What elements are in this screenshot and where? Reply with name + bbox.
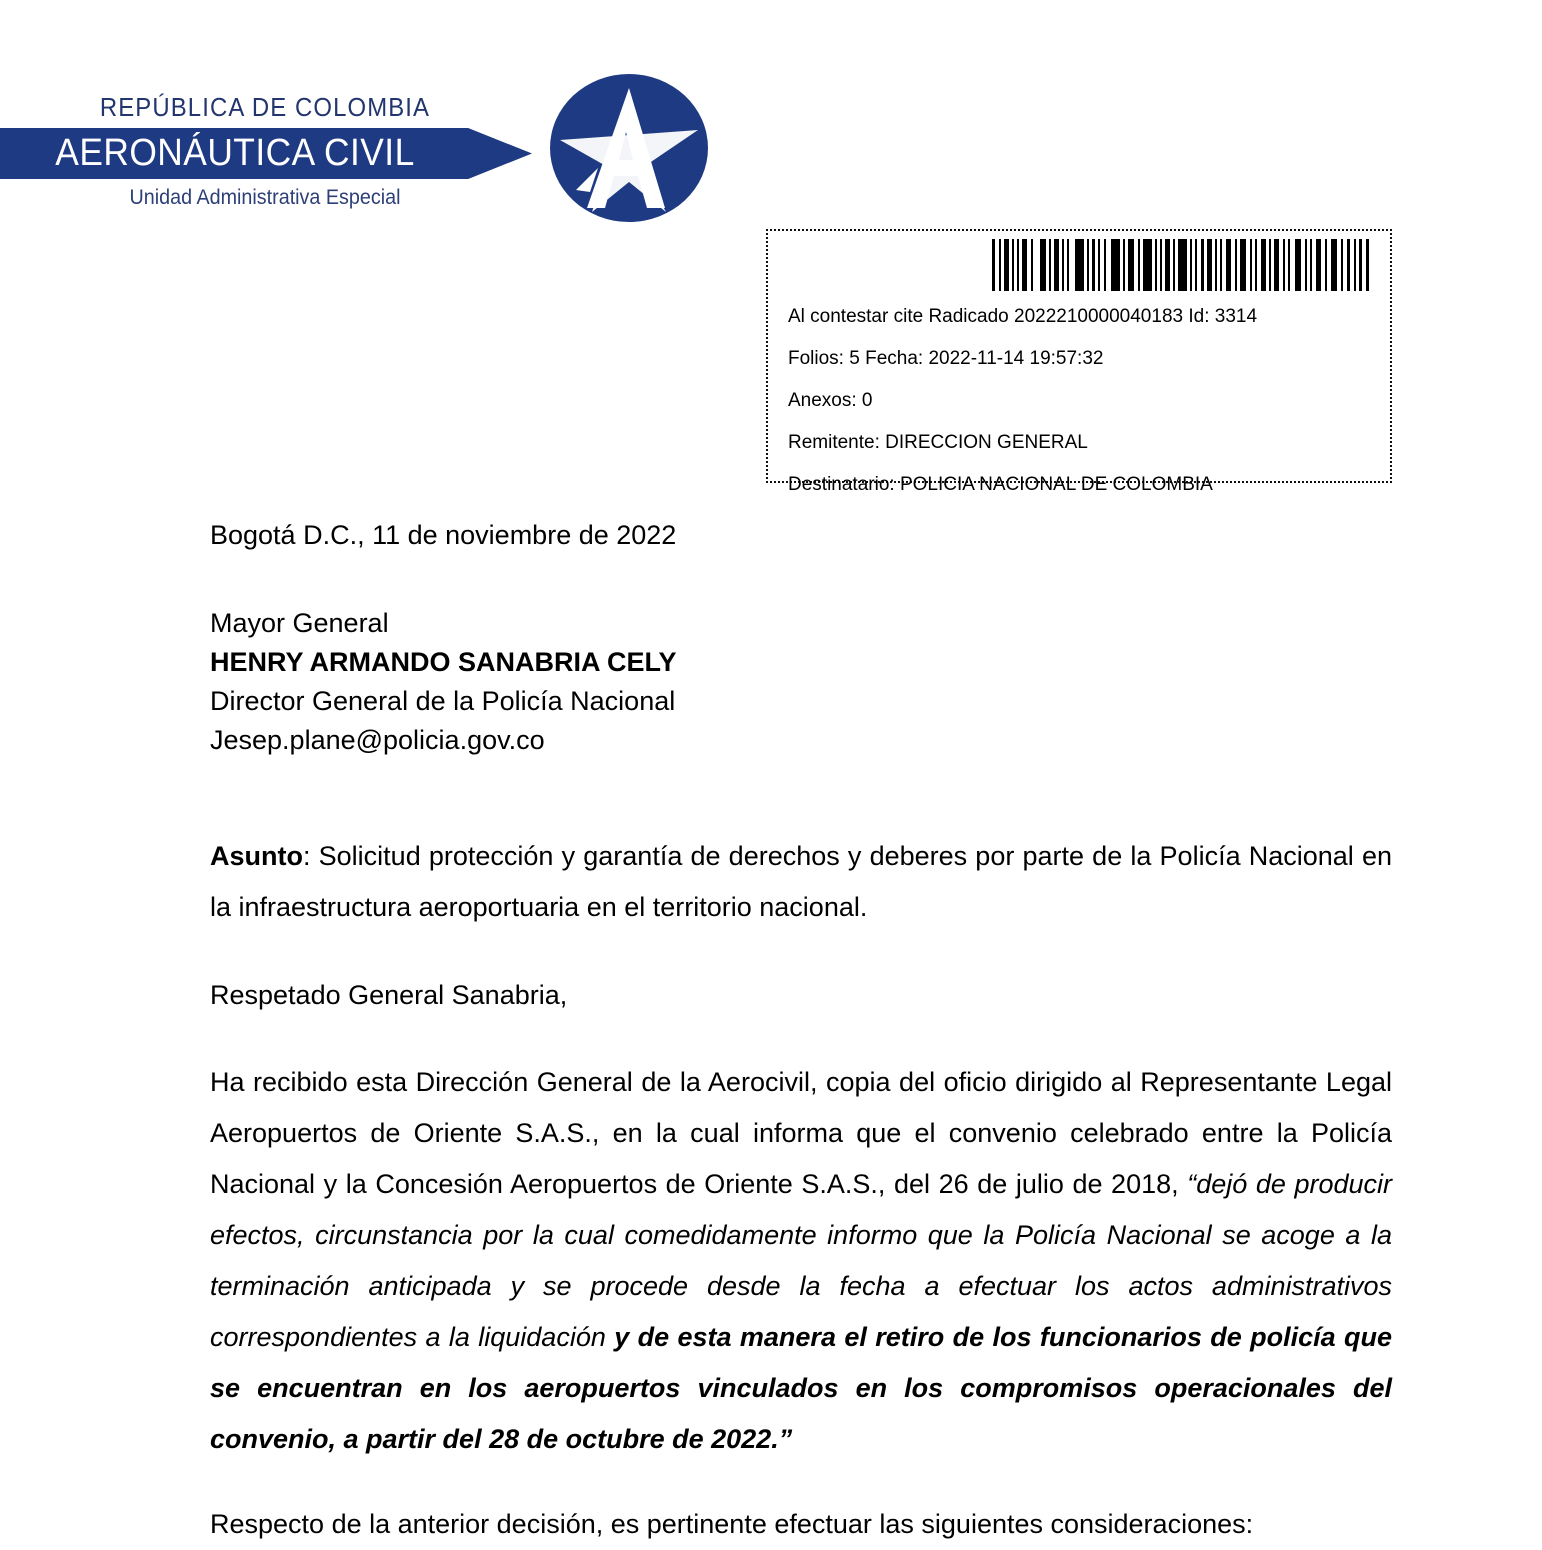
radicado-line-destinatario: Destinatario: POLICIA NACIONAL DE COLOMBIA: [788, 474, 1213, 495]
radicado-line-radicado: Al contestar cite Radicado 2022210000040183 Id: 3314: [788, 306, 1258, 327]
subject-separator: :: [302, 841, 319, 871]
addressee-name: HENRY ARMANDO SANABRIA CELY: [210, 647, 677, 677]
addressee-email: Jesep.plane@policia.gov.co: [210, 725, 545, 755]
addressee-rank: Mayor General: [210, 608, 389, 638]
body-quote-italic: “dejó de producir efectos, circunstancia por la cual comedidamente informo que la Policía Nacional se acoge a la terminación anticipada y se procede desde la fecha a efectuar los actos administrativos correspondientes a la liquidación: [210, 1169, 1392, 1352]
letterhead-republic-text: REPÚBLICA DE COLOMBIA: [99, 92, 431, 122]
radicado-line-anexos: Anexos: 0: [788, 390, 873, 411]
place-and-date: Bogotá D.C., 11 de noviembre de 2022: [210, 520, 677, 550]
subject-paragraph: [210, 831, 1392, 933]
closing-paragraph: Respecto de la anterior decisión, es pertinente efectuar las siguientes consideraciones:: [210, 1509, 1254, 1539]
aerocivil-emblem-icon: [546, 72, 712, 224]
letterhead: [0, 0, 760, 230]
radicado-details: [788, 307, 1382, 517]
body-quote-bold-italic: y de esta manera el retiro de los funcionarios de policía que se encuentran en los aeropuertos vinculados en los compromisos operacionales del convenio, a partir del 28 de octubre de 2022.”: [210, 1322, 1393, 1454]
salutation: Respetado General Sanabria,: [210, 980, 568, 1010]
addressee-position: Director General de la Policía Nacional: [210, 686, 676, 716]
subject-label: Asunto: [210, 841, 303, 871]
addressee-block: [210, 604, 1392, 760]
subject-text: Solicitud protección y garantía de derechos y deberes por parte de la Policía Nacional en la infraestructura aeroportuaria en el territorio nacional.: [210, 841, 1392, 922]
letterhead-subtitle: Unidad Administrativa Especial: [129, 186, 401, 209]
barcode-icon: [992, 239, 1374, 291]
radicado-line-remitente: Remitente: DIRECCION GENERAL: [788, 432, 1088, 453]
body-paragraph: [210, 1057, 1392, 1465]
letter-body: [210, 518, 1392, 1550]
radicado-stamp-box: [766, 229, 1392, 495]
body-intro-text: Ha recibido esta Dirección General de la Aerocivil, copia del oficio dirigido al Representante Legal Aeropuertos de Oriente S.A.S., en la cual informa que el convenio celebrado entre la Policía Nacional y la Concesión Aeropuertos de Oriente S.A.S., del 26 de julio de 2018,: [210, 1067, 1392, 1199]
letterhead-entity-name: AERONÁUTICA CIVIL: [55, 132, 415, 174]
radicado-line-folios-fecha: Folios: 5 Fecha: 2022-11-14 19:57:32: [788, 348, 1104, 369]
